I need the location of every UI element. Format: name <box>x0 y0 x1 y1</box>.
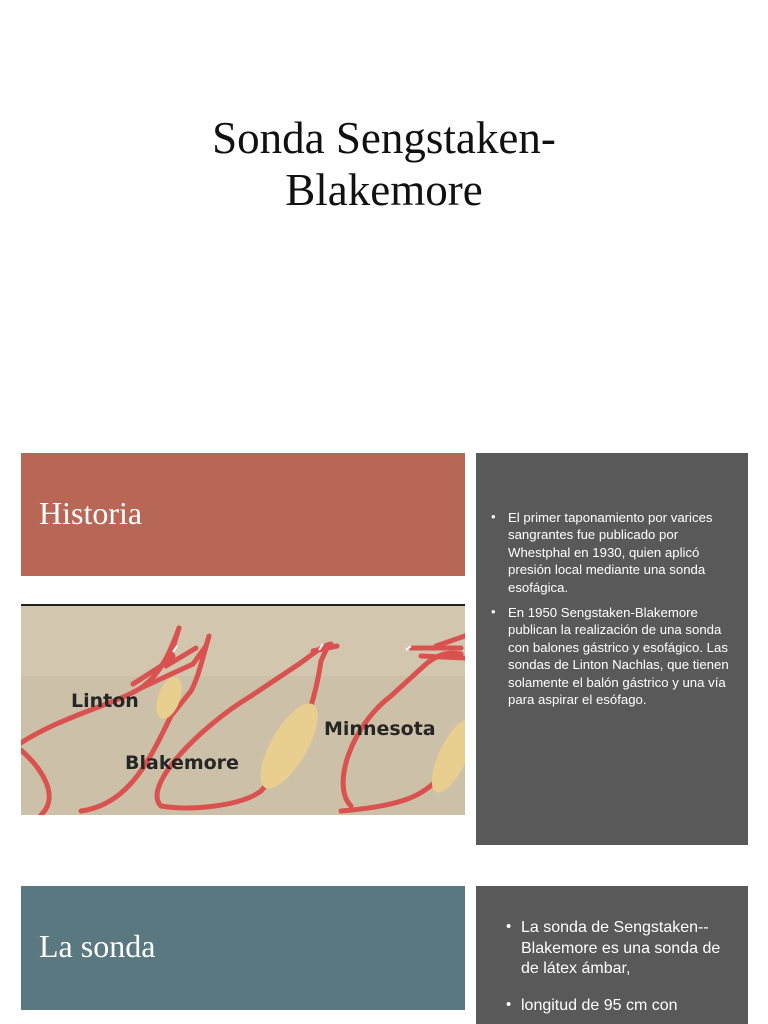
tubes-photo <box>21 604 465 815</box>
history-heading-box <box>21 453 465 576</box>
sonda-heading-box <box>21 886 465 1010</box>
sonda-heading: La sonda <box>39 928 156 964</box>
history-bullet-2: • En 1950 Sengstaken-Blakemore publican la realización de una sonda con balones gástrico y esofágico. Las sondas de Linton Nachlas, que tienen solamente el balón gástrico y una vía para aspirar el esófago. <box>508 604 738 708</box>
history-text-panel <box>476 453 748 845</box>
sonda-bullet-1: • La sonda de Sengstaken--Blakemore es una sonda de de látex ámbar, <box>521 918 733 980</box>
sonda-text-panel <box>476 886 748 1024</box>
photo-label-minnesota: Minnesota <box>324 718 436 740</box>
history-bullet-1: • El primer taponamiento por varices sangrantes fue publicado por Whestphal en 1930, quien aplicó presión local mediante una sonda esofágica. <box>508 509 738 596</box>
history-heading: Historia <box>39 495 143 531</box>
photo-label-blakemore: Blakemore <box>125 752 239 774</box>
slide-title-line-1: Sonda Sengstaken- <box>212 113 556 163</box>
slide-title <box>0 112 768 216</box>
sonda-bullet-2: • longitud de 95 cm con <box>521 996 733 1017</box>
sonda-bullet-list <box>521 918 733 1024</box>
photo-label-linton: Linton <box>71 690 139 712</box>
slide-title-line-2: Blakemore <box>285 165 483 215</box>
history-bullet-list <box>508 509 738 716</box>
